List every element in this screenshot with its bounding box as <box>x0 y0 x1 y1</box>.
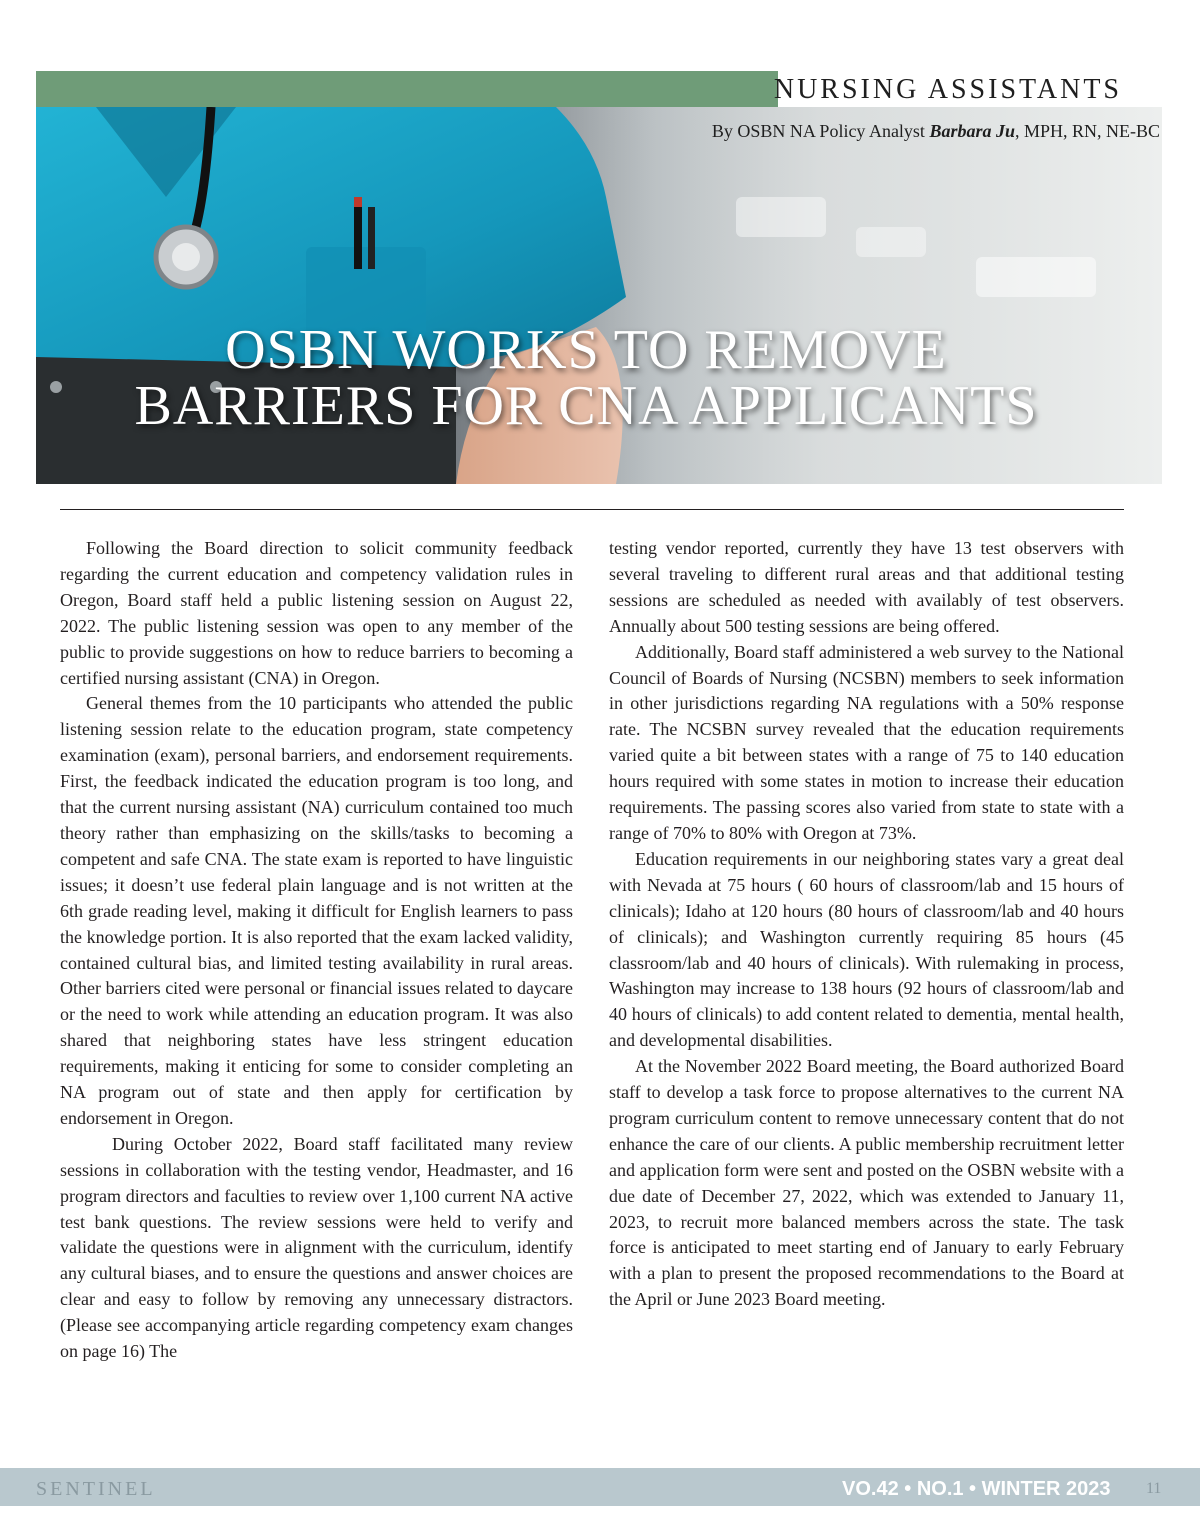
article-column-right <box>609 536 1124 1313</box>
headline-line-2: BARRIERS FOR CNA APPLICANTS <box>134 375 1038 437</box>
paragraph: Education requirements in our neighboring states vary a great deal with Nevada at 75 hours ( 60 hours of classroom/lab and 15 hours of clinicals); Idaho at 120 hours (80 hours of classroom/lab and 40 hours of clinicals); and Washington currently requiring 85 hours (45 classroom/lab and 40 hours of clinicals). With rulemaking in process, Washington may increase to 138 hours (92 hours of classroom/lab and 40 hours of clinicals) to add content related to dementia, mental health, and developmental disabilities. <box>609 848 1124 1051</box>
divider-rule <box>60 509 1124 510</box>
paragraph: Additionally, Board staff administered a web survey to the National Council of Boards of Nursing (NCSBN) members to seek information in other jurisdictions regarding NA regulations with a 50% response rate. The NCSBN survey revealed that the education requirements varied quite a bit between states with a range of 75 to 140 education hours required with some states in motion to increase their education requirements. The passing scores also varied from state to state with a range of 70% to 80% with Oregon at 73%. <box>609 641 1124 843</box>
paragraph: Following the Board direction to solicit community feedback regarding the current education and competency validation rules in Oregon, Board staff held a public listening session on August 22, 2022. The public listening session was open to any member of the public to provide suggestions on how to reduce barriers to becoming a certified nursing assistant (CNA) in Oregon. <box>60 538 573 688</box>
publication-name: SENTINEL <box>36 1478 156 1500</box>
paragraph: At the November 2022 Board meeting, the Board authorized Board staff to develop a task force to propose alternatives to the current NA program curriculum content to remove unnecessary content that do not enhance the care of our clients. A public membership recruitment letter and application form were sent and posted on the OSBN website with a due date of December 27, 2022, which was extended to January 11, 2023, to recruit more balanced members across the state. The task force is anticipated to meet starting end of January to early February with a plan to present the proposed recommendations to the Board at the April or June 2023 Board meeting. <box>609 1056 1124 1310</box>
byline: By OSBN NA Policy Analyst Barbara Ju, MPH, RN, NE-BC <box>711 121 1160 141</box>
paragraph: General themes from the 10 participants who attended the public listening session relate to the education program, state competency examination (exam), personal barriers, and endorsement requirements. First, the feedback indicated the education program is too long, and that the current nursing assistant (NA) curriculum contained too much theory rather than emphasizing on the skills/tasks to becoming a competent and safe CNA. The state exam is reported to have linguistic issues; it doesn’t use federal plain language and is not written at the 6th grade reading level, making it difficult for English learners to pass the knowledge portion. It is also reported that the exam lacked validity, contained cultural bias, and limited testing availability in rural areas. Other barriers cited were personal or financial issues related to daycare or the need to work while attending an education program. It was also shared that neighboring states have less stringent education requirements, making it enticing for some to consider completing an NA program out of state and then apply for certification by endorsement in Oregon. <box>60 693 573 1128</box>
section-label: NURSING ASSISTANTS <box>773 74 1122 105</box>
article-column-left <box>60 536 573 1365</box>
author-name: Barbara Ju <box>929 121 1015 141</box>
paragraph: testing vendor reported, currently they have 13 test observers with several traveling to different rural areas and that additional testing sessions are scheduled as needed with availably of test observers. Annually about 500 testing sessions are being offered. <box>609 538 1124 636</box>
issue-info: VO.42 • NO.1 • WINTER 2023 <box>842 1478 1111 1500</box>
article-headline <box>36 319 1136 437</box>
header-accent-bar <box>36 71 778 107</box>
paragraph: During October 2022, Board staff facilitated many review sessions in collaboration with the testing vendor, Headmaster, and 16 program directors and faculties to review over 1,100 current NA active test bank questions. The review sessions were held to verify and validate the questions were in alignment with the curriculum, identify any cultural biases, and to ensure the questions and answer choices are clear and easy to follow by removing any unnecessary distractors. (Please see accompanying article regarding competency exam changes on page 16) The <box>60 1133 573 1362</box>
headline-line-1: OSBN WORKS TO REMOVE <box>225 319 947 381</box>
page-number: 11 <box>1146 1480 1162 1497</box>
